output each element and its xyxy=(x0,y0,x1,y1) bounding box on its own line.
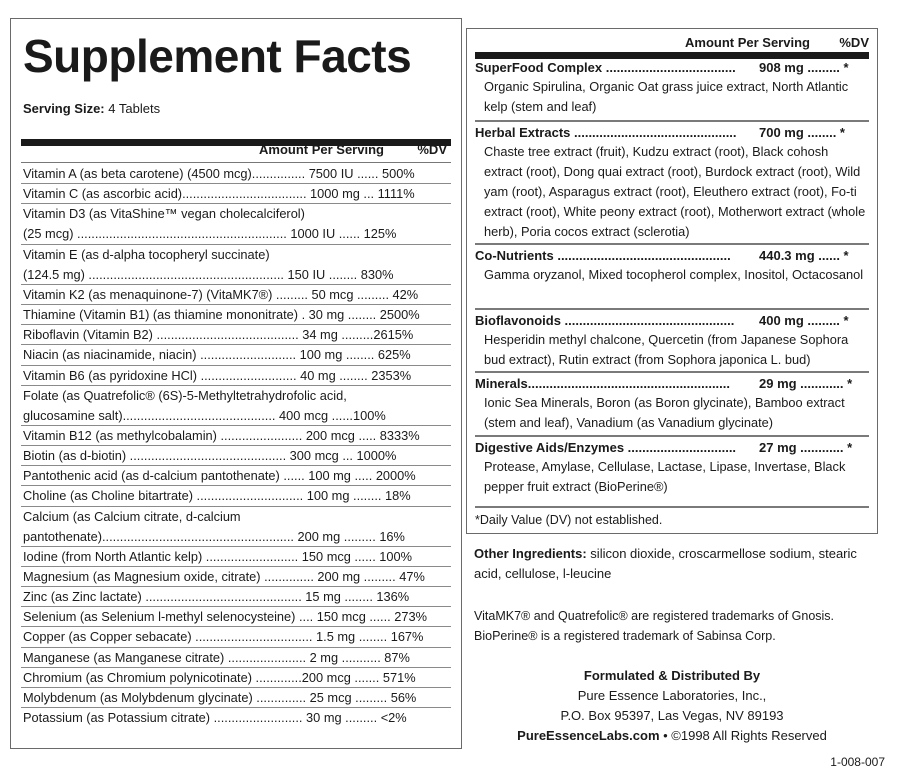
distributor-heading: Formulated & Distributed By xyxy=(583,668,761,683)
nutrient-row-text: Choline (as Choline bitartrate) .............................. 100 mg ........ 18% xyxy=(23,488,411,504)
nutrient-row-text: Magnesium (as Magnesium oxide, citrate) .............. 200 mg ......... 47% xyxy=(23,569,425,584)
nutrient-row-text: Selenium (as Selenium l-methyl selenocysteine) .... 150 mcg ...... 273% xyxy=(23,609,427,625)
blend-divider xyxy=(475,435,869,437)
distributor-footer: PureEssenceLabs.com • ©1998 All Rights Reserved xyxy=(517,728,827,743)
nutrient-row xyxy=(23,265,449,285)
nutrient-row-text: Vitamin D3 (as VitaShine™ vegan cholecalciferol) xyxy=(23,206,305,222)
dv-note: *Daily Value (DV) not established. xyxy=(475,513,663,527)
nutrient-row-text: Folate (as Quatrefolic® (6S)-5-Methyltetrahydrofolic acid, xyxy=(23,387,347,403)
right-amount-header: Amount Per Serving xyxy=(685,35,810,50)
distributor-name: Pure Essence Laboratories, Inc., xyxy=(577,688,767,703)
footer-divider xyxy=(475,506,869,508)
right-dv-header: %DV xyxy=(839,35,869,50)
nutrient-row xyxy=(23,708,449,728)
blend-divider xyxy=(475,308,869,310)
nutrient-row xyxy=(23,688,449,708)
blend-ingredients: Gamma oryzanol, Mixed tocopherol complex, Inositol, Octacosanol xyxy=(484,267,864,282)
nutrient-row xyxy=(23,305,449,325)
blend-title: Herbal Extracts ............................................. 700 mg ........ * xyxy=(475,125,845,140)
other-ingredients: Other Ingredients: silicon dioxide, croscarmellose sodium, stearic acid, cellulose, l-leucine xyxy=(474,546,857,581)
blend-ingredients: Hesperidin methyl chalcone, Quercetin (from Japanese Sophora bud extract), Rutin extract (from Sophora japonica L. bud) xyxy=(484,332,849,367)
dv-header: %DV xyxy=(417,142,447,157)
nutrient-row-text: Biotin (as d-biotin) ............................................ 300 mcg ... 1000% xyxy=(23,448,397,464)
thick-rule xyxy=(21,139,451,146)
nutrient-row-text: Vitamin B12 (as methylcobalamin) ....................... 200 mcg ..... 8333% xyxy=(23,427,420,443)
nutrient-row-text: Zinc (as Zinc lactate) ............................................ 15 mg ........ 136% xyxy=(23,589,410,605)
nutrient-row xyxy=(23,426,449,446)
nutrient-row xyxy=(23,587,449,607)
nutrient-row xyxy=(23,345,449,365)
blend-ingredients: Organic Spirulina, Organic Oat grass juice extract, North Atlantic kelp (stem and leaf) xyxy=(484,79,849,114)
nutrient-row-text: Manganese (as Manganese citrate) ...................... 2 mg ........... 87% xyxy=(23,649,410,665)
nutrient-row-text: Chromium (as Chromium polynicotinate) .............200 mcg ....... 571% xyxy=(23,669,416,685)
nutrient-row-text: Iodine (from North Atlantic kelp) .......................... 150 mcg ...... 100% xyxy=(23,548,413,564)
trademark-notes: VitaMK7® and Quatrefolic® are registered trademarks of Gnosis. BioPerine® is a registered trademark of Sabinsa Corp. xyxy=(474,609,835,643)
nutrient-row-text: (124.5 mg) ....................................................... 150 IU ........ 830% xyxy=(23,266,394,282)
website-link[interactable]: PureEssenceLabs.com xyxy=(517,728,660,743)
blend-title: Digestive Aids/Enzymes .............................. 27 mg ............ * xyxy=(475,440,853,455)
supplement-facts-panel xyxy=(10,18,462,749)
nutrient-row xyxy=(23,386,449,406)
nutrient-row-text: glucosamine salt)........................................... 400 mcg ......100% xyxy=(23,407,386,423)
serving-size: Serving Size: 4 Tablets xyxy=(23,101,161,116)
nutrient-row xyxy=(23,446,449,466)
nutrient-row xyxy=(23,486,449,506)
right-thick-rule xyxy=(475,52,869,59)
blend-divider xyxy=(475,243,869,245)
blend-divider xyxy=(475,371,869,373)
nutrient-row xyxy=(23,164,449,184)
nutrient-row xyxy=(23,366,449,386)
blend-title: Minerals........................................................ 29 mg ............ * xyxy=(475,376,853,391)
nutrient-row xyxy=(23,224,449,244)
nutrient-row-text: Vitamin K2 (as menaquinone-7) (VitaMK7®) ......... 50 mcg ......... 42% xyxy=(23,286,419,302)
nutrient-row-text: Vitamin E (as d-alpha tocopheryl succinate) xyxy=(23,246,270,262)
blend-ingredients: Ionic Sea Minerals, Boron (as Boron glycinate), Bamboo extract (stem and leaf), Vanadium (as Vanadium glycinate) xyxy=(484,395,845,430)
nutrient-row-text: Vitamin A (as beta carotene) (4500 mcg)............... 7500 IU ...... 500% xyxy=(23,166,415,181)
nutrient-row xyxy=(23,285,449,305)
panel-title: Supplement Facts xyxy=(23,30,412,82)
nutrient-row-text: Vitamin B6 (as pyridoxine HCl) ........................... 40 mg ........ 2353% xyxy=(23,367,412,383)
nutrient-row xyxy=(23,527,449,547)
blend-title: Bioflavonoids ............................................... 400 mg ......... * xyxy=(475,313,849,328)
nutrient-row-text: Vitamin C (as ascorbic acid)................................... 1000 mg ... 1111% xyxy=(23,186,415,202)
nutrient-row xyxy=(23,184,449,204)
nutrient-row-text: Riboflavin (Vitamin B2) ........................................ 34 mg .........2615% xyxy=(23,327,414,343)
nutrient-row-text: Niacin (as niacinamide, niacin) ........................... 100 mg ........ 625% xyxy=(23,347,411,363)
nutrient-row xyxy=(23,627,449,647)
nutrient-row-text: Thiamine (Vitamin B1) (as thiamine mononitrate) . 30 mg ........ 2500% xyxy=(23,307,420,323)
nutrient-row xyxy=(23,668,449,688)
nutrient-row-text: Molybdenum (as Molybdenum glycinate) .............. 25 mcg ......... 56% xyxy=(23,689,417,705)
nutrient-row xyxy=(23,406,449,426)
blends-panel xyxy=(466,28,878,534)
amount-header: Amount Per Serving xyxy=(259,142,384,157)
nutrient-row-text: Potassium (as Potassium citrate) ......................... 30 mg ......... <2% xyxy=(23,710,407,726)
blend-divider xyxy=(475,120,869,122)
nutrient-row xyxy=(23,466,449,486)
nutrient-row xyxy=(23,204,449,224)
product-code: 1-008-007 xyxy=(830,755,885,769)
nutrient-row xyxy=(23,567,449,587)
nutrient-row xyxy=(23,547,449,567)
blend-ingredients: Chaste tree extract (fruit), Kudzu extract (root), Black cohosh extract (root), Dong quai extract (root), Burdock extract (root), Wild yam (root), Asparagus extract (root), Eleuthero extract (root), Fo-ti extract (root), White peony extract (root), Motherwort extract (whole herb), Poria cocos extract (sclerotia) xyxy=(484,144,866,239)
blend-ingredients: Protease, Amylase, Cellulase, Lactase, Lipase, Invertase, Black pepper fruit extract (BioPerine®) xyxy=(484,459,846,494)
nutrient-row-text: Copper (as Copper sebacate) ................................. 1.5 mg ........ 167% xyxy=(23,629,424,645)
header-rule xyxy=(21,162,451,163)
nutrient-row xyxy=(23,648,449,668)
blend-title: Co-Nutrients ................................................ 440.3 mg ...... * xyxy=(475,248,849,263)
nutrient-row-text: pantothenate)...................................................... 200 mg ......... 16% xyxy=(23,528,405,544)
nutrient-row-text: Pantothenic acid (as d-calcium pantothenate) ...... 100 mg ..... 2000% xyxy=(23,468,416,484)
blend-title: SuperFood Complex .................................... 908 mg ......... * xyxy=(475,60,849,75)
distributor-address: P.O. Box 95397, Las Vegas, NV 89193 xyxy=(560,708,784,723)
nutrient-row-text: Calcium (as Calcium citrate, d-calcium xyxy=(23,508,241,524)
nutrient-row-text: (25 mcg) ........................................................... 1000 IU ...... 125% xyxy=(23,226,397,242)
nutrient-row xyxy=(23,607,449,627)
nutrient-row xyxy=(23,245,449,265)
nutrient-row xyxy=(23,507,449,527)
nutrient-row xyxy=(23,325,449,345)
